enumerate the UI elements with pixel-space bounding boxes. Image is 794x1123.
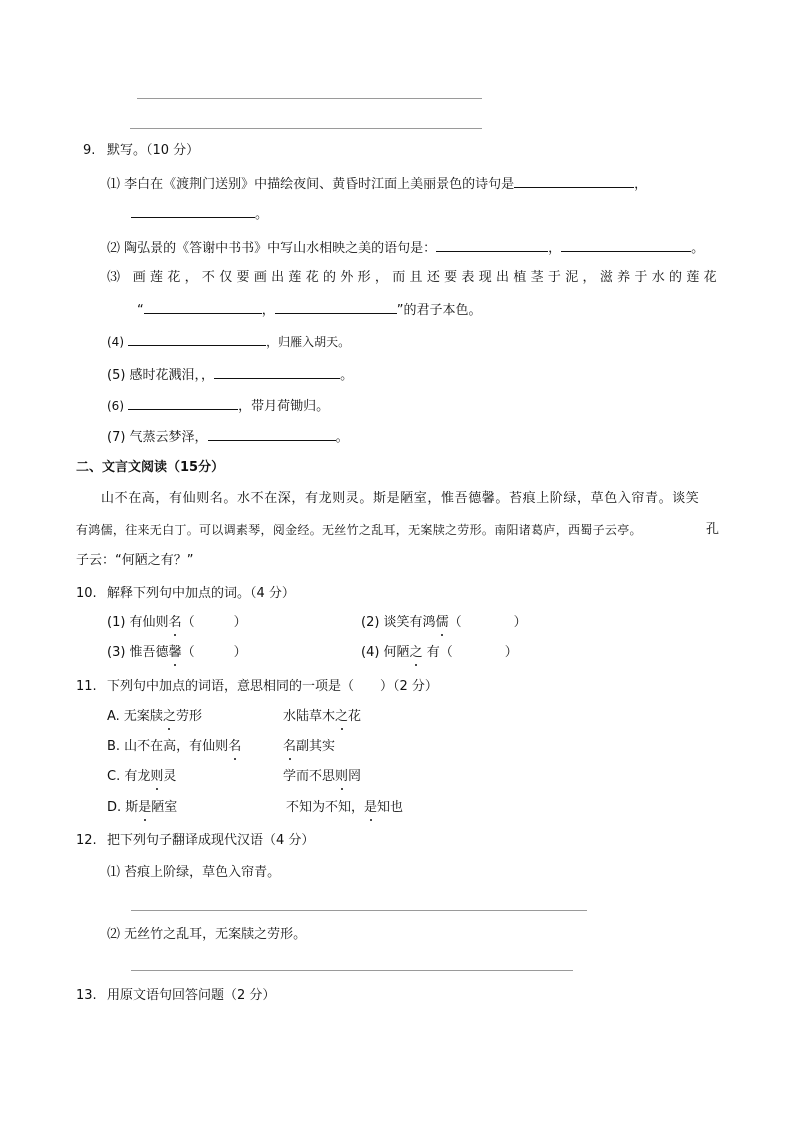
open-quote: “ [137, 303, 144, 318]
compare-text: 学而不思 [283, 769, 336, 784]
q11-option-d-compare [286, 799, 403, 817]
dotted-word: 名 [168, 615, 182, 630]
period: 。 [255, 207, 269, 222]
answer-blank[interactable] [214, 365, 340, 379]
q12-title: 把下列句子翻译成现代汉语（4 分） [107, 833, 315, 848]
answer-blank[interactable] [144, 300, 262, 314]
q11-number: 11. [76, 679, 97, 694]
answer-bracket[interactable]: （ ） [181, 645, 247, 660]
q11-option-a-compare [283, 708, 361, 726]
item-text: (2) 谈笑有鸿 [361, 615, 436, 630]
q11-option-d[interactable] [107, 799, 177, 817]
q10-item-3 [107, 644, 247, 662]
option-text: 陋室 [151, 800, 178, 815]
passage-line-2-end: 孔 [706, 522, 720, 537]
q9-number: 9. [83, 143, 96, 158]
answer-line[interactable] [131, 910, 587, 911]
q9-item-1 [107, 174, 647, 194]
q9-item-6-text: ，带月荷锄归。 [238, 399, 330, 414]
compare-text: 不知为不知， [286, 800, 365, 815]
option-text: 灵 [163, 769, 177, 784]
passage-line-3: 子云：“何陋之有？” [76, 553, 194, 568]
dotted-word: 之 [335, 709, 349, 724]
q10-item-4 [361, 644, 518, 662]
dotted-word: 名 [228, 739, 242, 754]
period: 。 [340, 368, 354, 383]
item-number: (4) [107, 335, 124, 349]
period: 。 [691, 241, 705, 256]
compare-text: 副其实 [296, 739, 336, 754]
dotted-word: 之 [409, 645, 423, 660]
answer-bracket[interactable]: （ ） [181, 615, 247, 630]
answer-bracket[interactable]: （ ） [448, 615, 527, 630]
dotted-word: 名 [283, 739, 297, 754]
answer-blank[interactable] [208, 427, 336, 441]
q9-item-5-text: (5) 感时花溅泪，， [107, 368, 215, 383]
option-text: A. 无案牍 [107, 709, 163, 724]
q12-number: 12. [76, 833, 97, 848]
q9-item-6 [107, 396, 329, 416]
q10-item-2 [361, 614, 527, 632]
q11-title: 下列句中加点的词语，意思相同的一项是（ ）（2 分） [107, 679, 438, 694]
q10-number: 10. [76, 586, 97, 601]
q9-title: 默写。（10 分） [107, 143, 200, 158]
comma: ， [261, 303, 275, 318]
option-text: 劳形 [175, 709, 202, 724]
compare-text: 罔 [348, 769, 362, 784]
dotted-word: 馨 [168, 645, 182, 660]
q9-item-1-cont [131, 204, 268, 224]
answer-line [130, 128, 482, 129]
option-text: B. 山不在高，有仙则 [107, 739, 229, 754]
q12-sentence-1: ⑴ 苔痕上阶绿，草色入帘青。 [107, 865, 281, 880]
q13-number: 13. [76, 988, 97, 1003]
comma: ， [634, 177, 648, 192]
compare-text: 花 [348, 709, 362, 724]
q9-item-4-text: ，归雁入胡天。 [266, 335, 351, 349]
section-title: 二、文言文阅读（15分） [76, 460, 225, 475]
comma: ， [548, 241, 562, 256]
q12-sentence-2: ⑵ 无丝竹之乱耳，无案牍之劳形。 [107, 927, 307, 942]
q9-item-7-text: (7) 气蒸云梦泽， [107, 430, 208, 445]
q9-item-4 [107, 332, 350, 352]
q9-item-2 [107, 238, 704, 258]
q9-item-7 [107, 427, 349, 447]
q9-item-3: ⑶ 画莲花，不仅要画出莲花的外形，而且还要表现出植茎于泥，滋养于水的莲花 [107, 270, 721, 285]
q9-item-2-text: ⑵ 陶弘景的《答谢中书书》中写山水相映之美的语句是： [107, 241, 437, 256]
answer-blank[interactable] [514, 174, 634, 188]
q11-option-c[interactable] [107, 768, 176, 786]
dotted-word: 之 [162, 709, 176, 724]
item-text: (4) 何陋 [361, 645, 410, 660]
q10-title: 解释下列句中加点的词。（4 分） [107, 586, 295, 601]
dotted-word: 则 [335, 769, 349, 784]
item-text: (1) 有仙则 [107, 615, 169, 630]
q9-item-1-text: ⑴ 李白在《渡荆门送别》中描绘夜间、黄昏时江面上美丽景色的诗句是 [107, 177, 515, 192]
dotted-word: 是 [364, 800, 378, 815]
dotted-word: 则 [150, 769, 164, 784]
item-text: (3) 惟吾德 [107, 645, 169, 660]
option-text: D. 斯 [107, 800, 139, 815]
answer-blank[interactable] [128, 332, 266, 346]
q10-item-1 [107, 614, 247, 632]
answer-blank[interactable] [561, 238, 691, 252]
q11-option-b[interactable] [107, 738, 241, 756]
q9-item-5 [107, 365, 353, 385]
answer-bracket[interactable]: 有（ ） [422, 645, 518, 660]
answer-line[interactable] [131, 970, 573, 971]
q11-option-b-compare [283, 738, 335, 756]
compare-text: 知也 [377, 800, 404, 815]
passage-line-2: 有鸿儒，往来无白丁。可以调素琴，阅金经。无丝竹之乱耳，无案牍之劳形。南阳诸葛庐，西蜀子云亭。 [76, 523, 642, 537]
option-text: C. 有龙 [107, 769, 151, 784]
q13-title: 用原文语句回答问题（2 分） [107, 988, 276, 1003]
answer-blank[interactable] [131, 204, 255, 218]
answer-blank[interactable] [128, 396, 238, 410]
answer-blank[interactable] [436, 238, 548, 252]
compare-text: 水陆草木 [283, 709, 336, 724]
q9-item-3-end: ”的君子本色。 [396, 303, 482, 318]
item-number: (6) [107, 399, 124, 413]
answer-blank[interactable] [275, 300, 397, 314]
period: 。 [335, 430, 349, 445]
passage-line-1: 山不在高，有仙则名。水不在深，有龙则灵。斯是陋室，惟吾德馨。苔痕上阶绿，草色入帘青。谈笑 [101, 491, 700, 506]
q9-item-3-cont [137, 300, 482, 320]
q11-option-c-compare [283, 768, 361, 786]
q11-option-a[interactable] [107, 708, 202, 726]
answer-line [137, 98, 482, 99]
dotted-word: 是 [138, 800, 152, 815]
dotted-word: 儒 [435, 615, 449, 630]
